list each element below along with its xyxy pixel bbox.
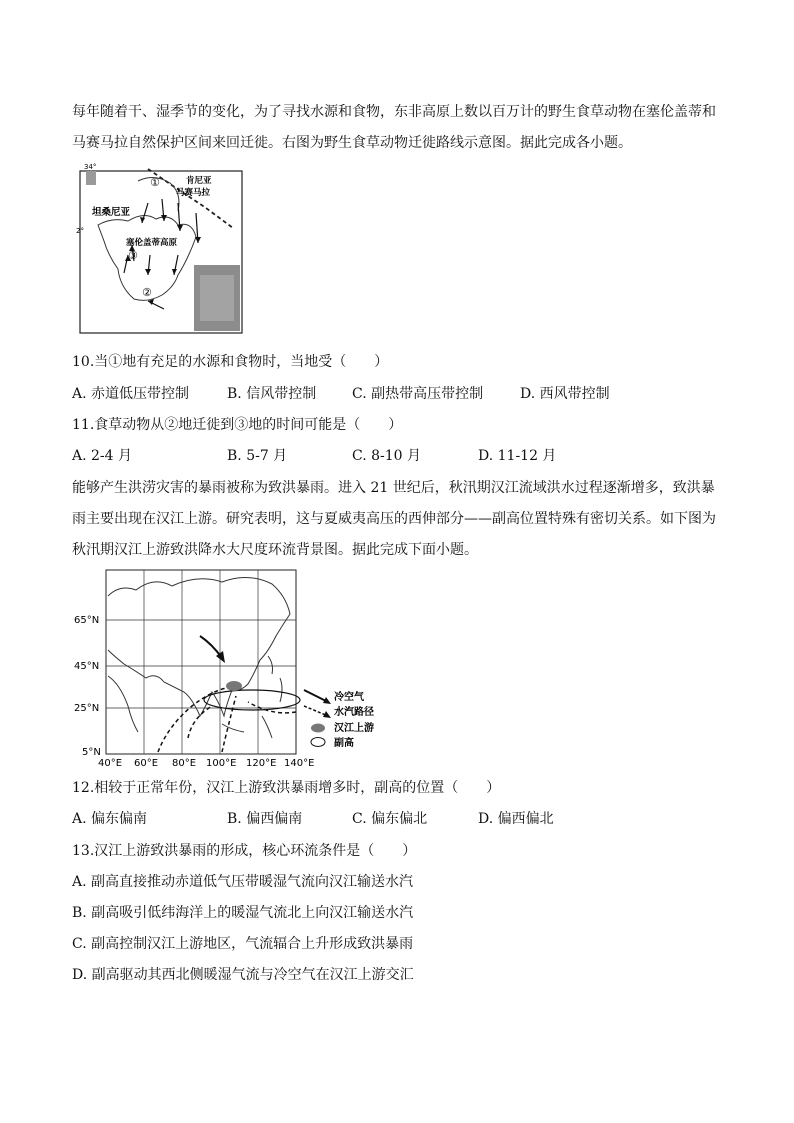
migration-map — [78, 163, 244, 335]
lat-label: 2° — [76, 227, 84, 235]
lon-100e: 100°E — [206, 758, 237, 769]
legend-han-upper: 汉江上游 — [334, 723, 374, 734]
q11-option-a[interactable]: A. 2-4 月 — [72, 448, 133, 464]
passage2-line2: 雨主要出现在汉江上游。研究表明，这与夏威夷高压的西伸部分——副高位置特殊有密切关系。如下图为 — [72, 511, 716, 527]
mark-3: ③ — [128, 249, 138, 262]
lake-patch — [86, 171, 96, 185]
q10-option-a[interactable]: A. 赤道低压带控制 — [72, 386, 190, 402]
mark-2: ② — [142, 286, 152, 299]
lon-label: 34° — [84, 163, 97, 171]
q13-option-b[interactable]: B. 副高吸引低纬海洋上的暖湿气流北上向汉江输送水汽 — [72, 905, 414, 921]
legend-vapor-path: 水汽路径 — [334, 707, 374, 718]
passage1-line2: 马赛马拉自然保护区间来回迁徙。右图为野生食草动物迁徙路线示意图。据此完成各小题。 — [72, 135, 632, 151]
lat-45n: 45°N — [74, 661, 100, 672]
lat-25n: 25°N — [74, 703, 100, 714]
q12-stem: 12.相较于正常年份，汉江上游致洪暴雨增多时，副高的位置（ ） — [72, 780, 501, 796]
q12-option-a[interactable]: A. 偏东偏南 — [72, 811, 148, 827]
q10-option-d[interactable]: D. 西风带控制 — [520, 386, 610, 402]
q11-stem: 11.食草动物从②地迁徙到③地的时间可能是（ ） — [72, 417, 403, 433]
passage1-line1: 每年随着干、湿季节的变化，为了寻找水源和食物，东非高原上数以百万计的野生食草动物在塞伦盖蒂和 — [72, 104, 716, 120]
q12-option-d[interactable]: D. 偏西偏北 — [478, 811, 554, 827]
q10-option-c[interactable]: C. 副热带高压带控制 — [352, 386, 484, 402]
q10-stem: 10.当①地有充足的水源和食物时，当地受（ ） — [72, 354, 389, 370]
lat-5n: 5°N — [82, 747, 101, 758]
passage2-line1: 能够产生洪涝灾害的暴雨被称为致洪暴雨。进入 21 世纪后，秋汛期汉江流域洪水过程逐渐增多，致洪暴 — [72, 480, 715, 496]
q13-option-d[interactable]: D. 副高驱动其西北侧暖湿气流与冷空气在汉江上游交汇 — [72, 967, 414, 983]
q13-option-c[interactable]: C. 副高控制汉江上游地区，气流辐合上升形成致洪暴雨 — [72, 936, 414, 952]
q13-option-a[interactable]: A. 副高直接推动赤道低气压带暖湿气流向汉江输送水汽 — [72, 874, 414, 890]
label-maasai-mara: 马赛马拉 — [176, 188, 211, 198]
lon-120e: 120°E — [246, 758, 277, 769]
label-serengeti: 塞伦盖蒂高原 — [126, 238, 178, 248]
label-kenya: 肯尼亚 — [186, 176, 212, 186]
q12-option-c[interactable]: C. 偏东偏北 — [352, 811, 428, 827]
lat-65n: 65°N — [74, 615, 100, 626]
lon-60e: 60°E — [134, 758, 159, 769]
lon-80e: 80°E — [172, 758, 197, 769]
q12-option-b[interactable]: B. 偏西偏南 — [227, 811, 303, 827]
passage2-line3: 秋汛期汉江上游致洪降水大尺度环流背景图。据此完成下面小题。 — [72, 542, 478, 558]
q10-option-b[interactable]: B. 信风带控制 — [227, 386, 317, 402]
mark-1: ① — [150, 176, 160, 189]
lon-140e: 140°E — [284, 758, 315, 769]
q11-option-c[interactable]: C. 8-10 月 — [352, 448, 422, 464]
legend-cold-air: 冷空气 — [334, 692, 364, 703]
label-tanzania: 坦桑尼亚 — [92, 207, 131, 218]
lon-40e: 40°E — [98, 758, 123, 769]
legend-subtropical-high: 副高 — [334, 738, 354, 749]
q11-option-d[interactable]: D. 11-12 月 — [478, 448, 557, 464]
circulation-map — [72, 566, 392, 768]
q13-stem: 13.汉江上游致洪暴雨的形成，核心环流条件是（ ） — [72, 843, 417, 859]
q11-option-b[interactable]: B. 5-7 月 — [227, 448, 288, 464]
han-river-upper — [226, 681, 242, 691]
